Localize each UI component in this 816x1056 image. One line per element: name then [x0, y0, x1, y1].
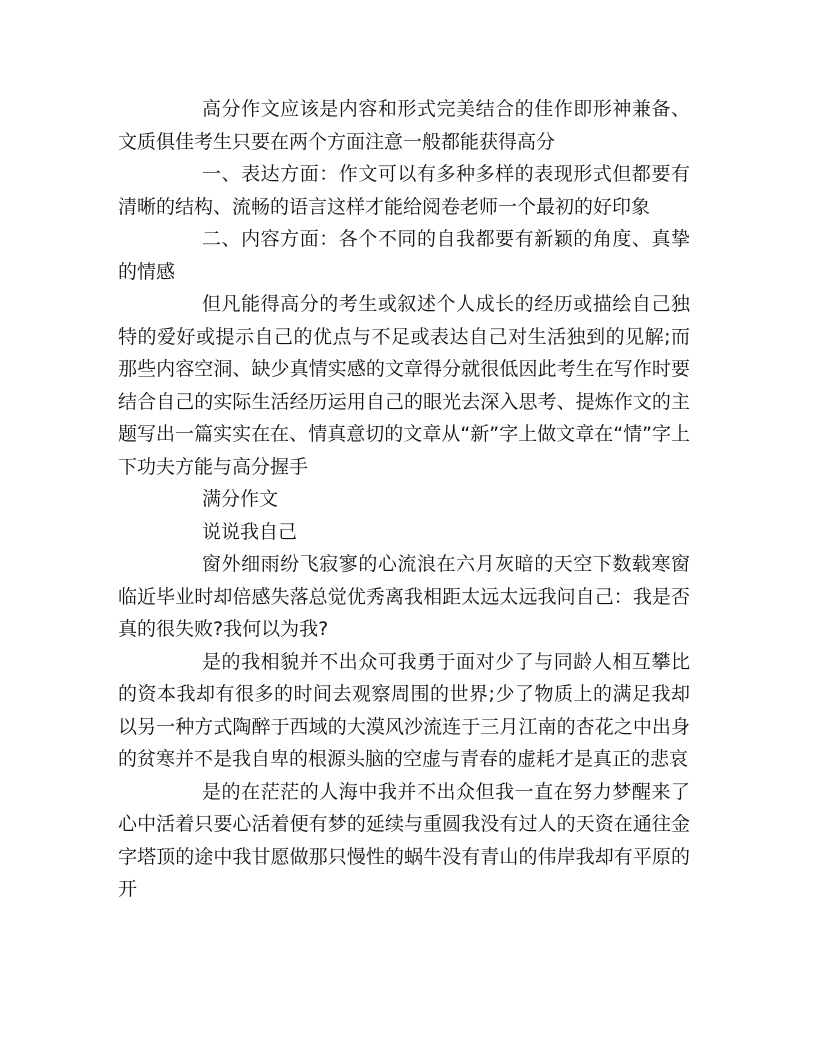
essay-title: 说说我自己	[202, 520, 298, 543]
section-heading: 满分作文	[202, 488, 279, 510]
essay-paragraph: 是的在茫茫的人海中我并不出众但我一直在努力梦醒来了心中活着只要心活着便有梦的延续与重圆我没有过人的天资在通往金字塔顶的途中我甘愿做那只慢性的蜗牛没有青山的伟岸我却有平原的开	[118, 780, 690, 900]
paragraph-content: 二、内容方面：各个不同的自我都要有新颖的角度、真挚的情感	[118, 228, 690, 283]
paragraph-advice: 但凡能得高分的考生或叙述个人成长的经历或描绘自己独特的爱好或提示自己的优点与不足或表达自己对生活独到的见解;而那些内容空洞、缺少真情实感的文章得分就很低因此考生在写作时要结合自己的实际生活经历运用自己的眼光去深入思考、提炼作文的主题写出一篇实实在在、情真意切的文章从“新”字上做文章在“情”字上下功夫方能与高分握手	[118, 293, 690, 478]
paragraph-intro: 高分作文应该是内容和形式完美结合的佳作即形神兼备、文质俱佳考生只要在两个方面注意一般都能获得高分	[118, 98, 690, 153]
document-body	[118, 93, 690, 906]
essay-paragraph: 是的我相貌并不出众可我勇于面对少了与同龄人相互攀比的资本我却有很多的时间去观察周围的世界;少了物质上的满足我却以另一种方式陶醉于西域的大漠风沙流连于三月江南的杏花之中出身的贫寒并不是我自卑的根源头脑的空虚与青春的虚耗才是真正的悲哀	[118, 650, 690, 770]
paragraph-expression: 一、表达方面：作文可以有多种多样的表现形式但都要有清晰的结构、流畅的语言这样才能给阅卷老师一个最初的好印象	[118, 163, 690, 218]
essay-paragraph: 窗外细雨纷飞寂寥的心流浪在六月灰暗的天空下数载寒窗临近毕业时却倍感失落总觉优秀离我相距太远太远我问自己：我是否真的很失败?我何以为我?	[118, 553, 690, 640]
